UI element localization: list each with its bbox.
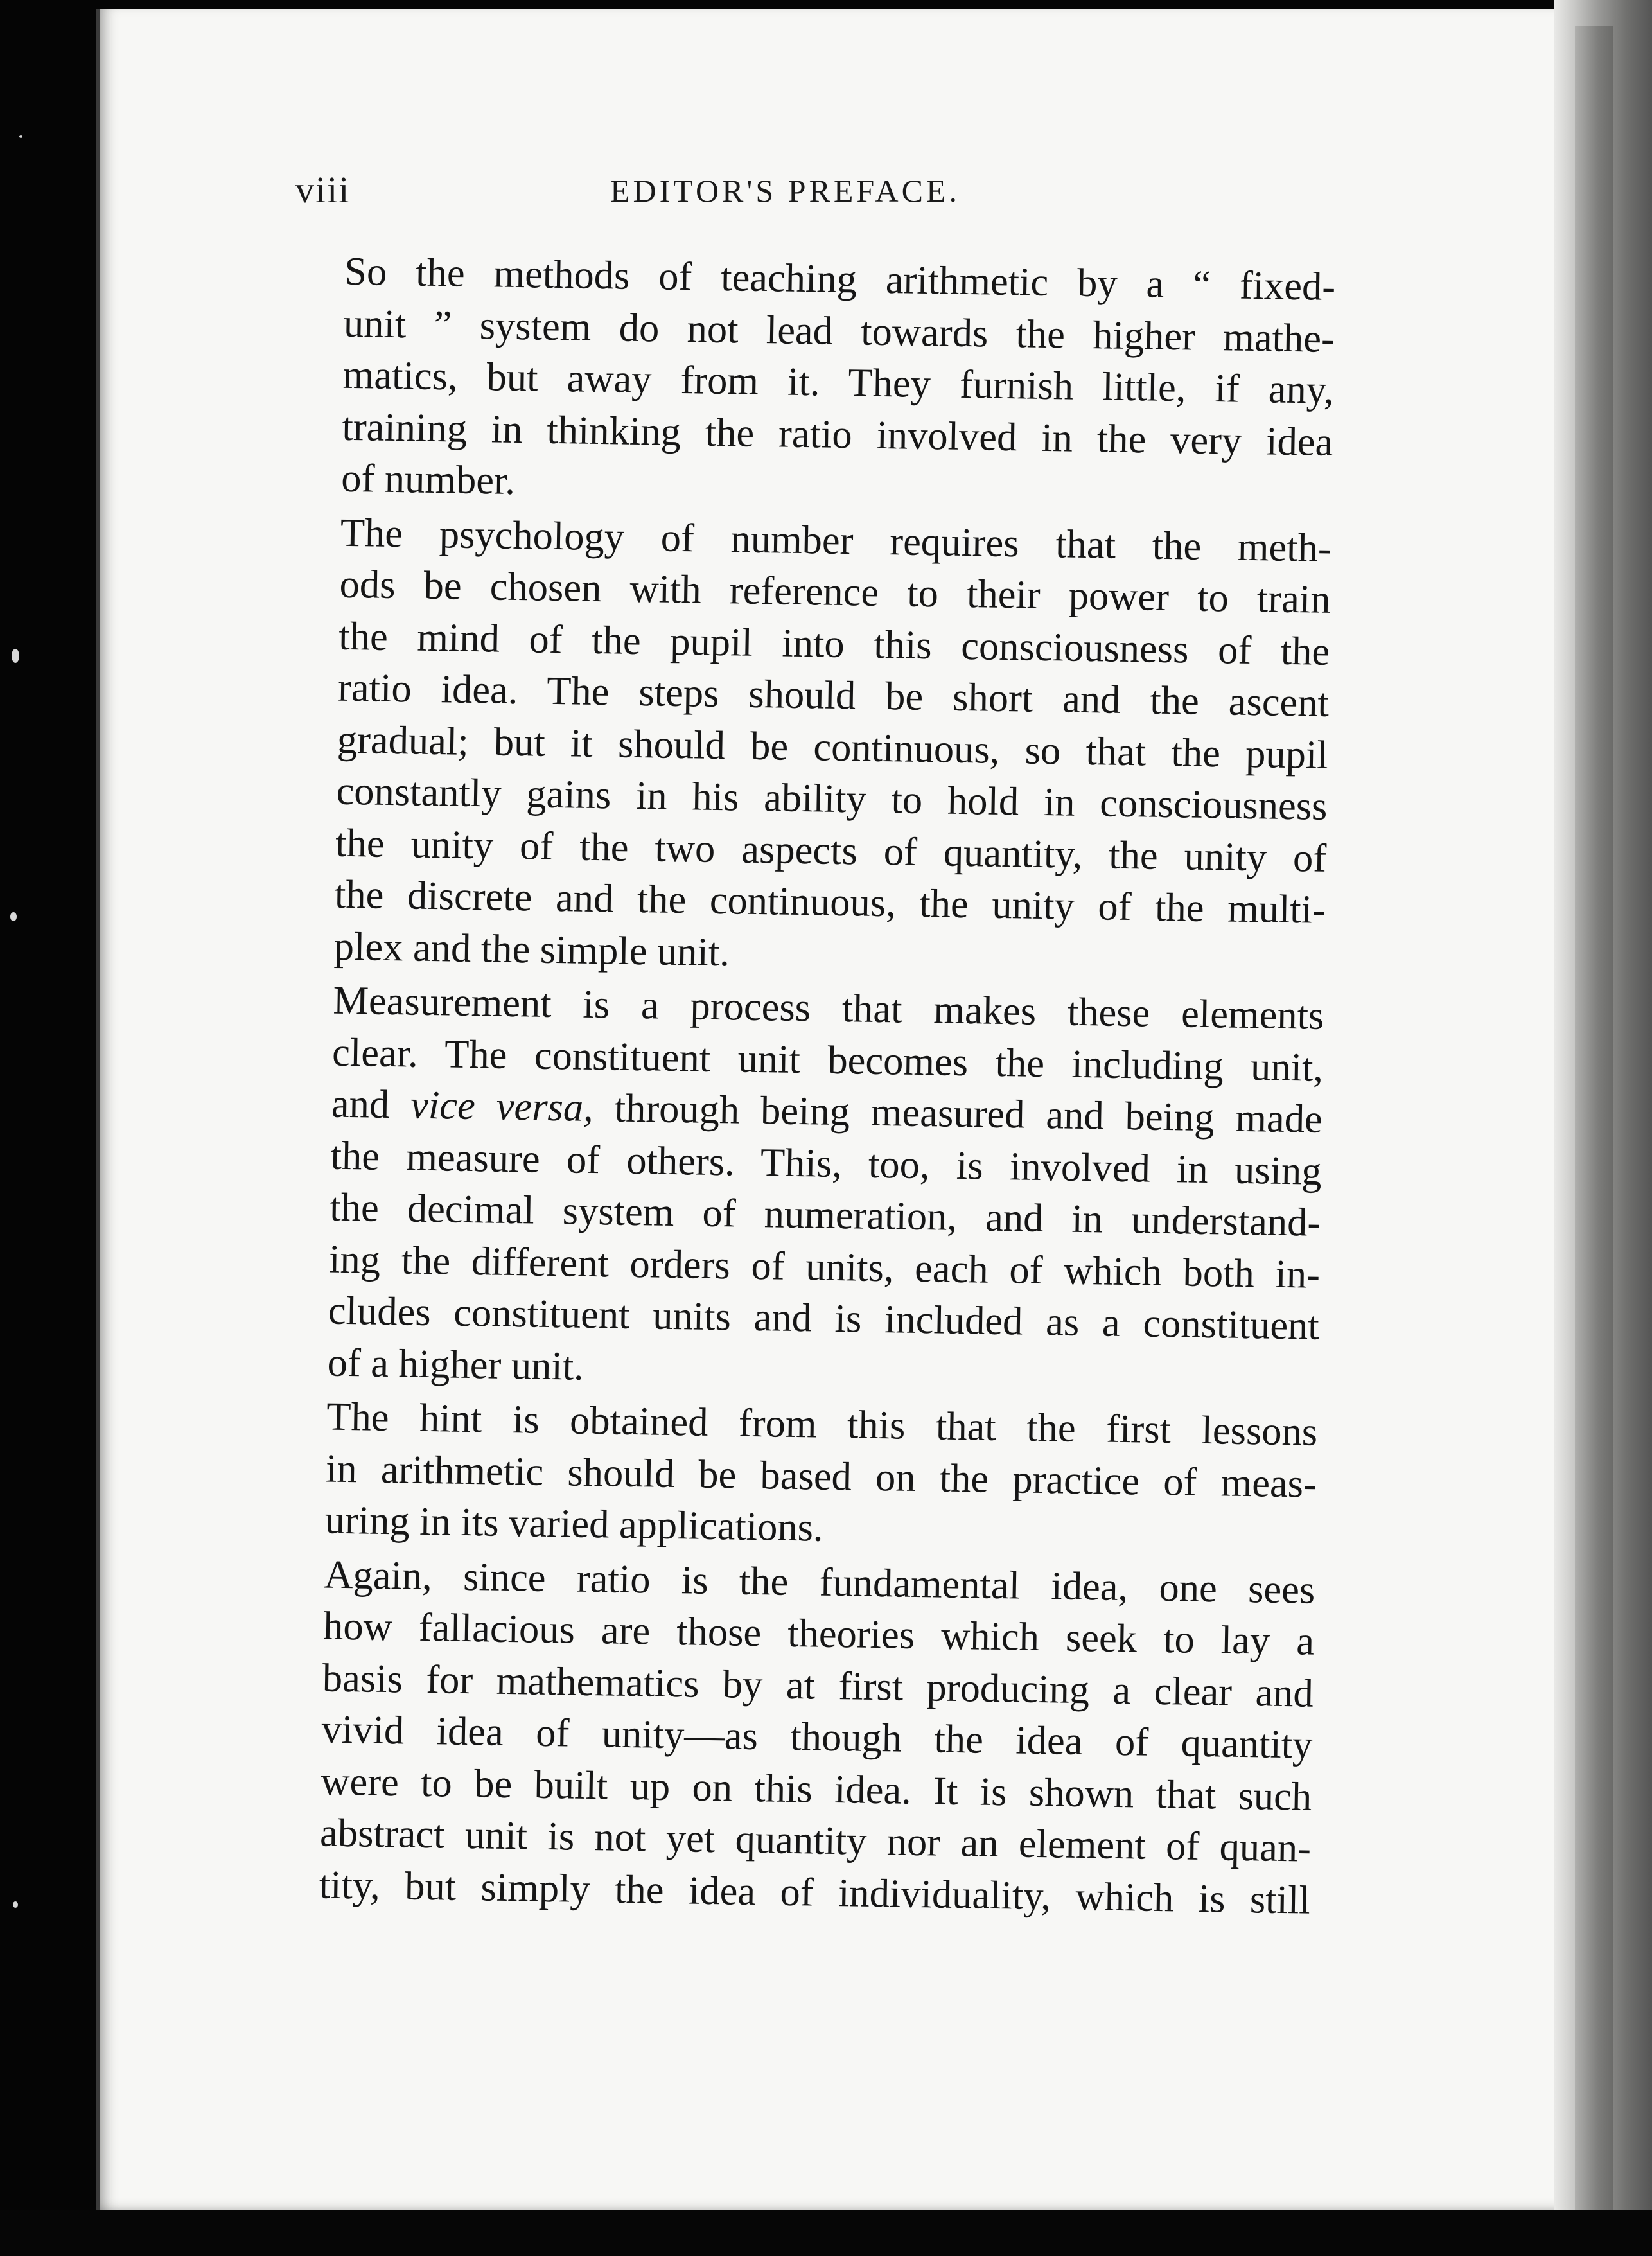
- text-line: ods be chosen with reference to their power to train: [339, 561, 1331, 622]
- text-line: The hint is obtained from this that the first lessons: [326, 1393, 1318, 1454]
- text-line: abstract unit is not yet quantity nor an element of quan-: [319, 1810, 1312, 1871]
- text-line: unit ” system do not lead towards the higher mathe-: [343, 300, 1335, 361]
- text-line: The psychology of number requires that the meth-: [340, 509, 1332, 570]
- text-line: basis for mathematics by at first producing a clear and: [322, 1654, 1314, 1716]
- text-line: tity, but simply the idea of individuality, which is still: [319, 1861, 1311, 1923]
- italic-phrase: vice versa,: [410, 1082, 594, 1130]
- text-line: the unity of the two aspects of quantity, the unity of: [335, 820, 1327, 881]
- text-line: the mind of the pupil into this consciousness of the: [338, 613, 1330, 674]
- paragraph-3: [255, 973, 1324, 1404]
- text-line: ratio idea. The steps should be short and the ascent: [337, 664, 1330, 725]
- text-line: how fallacious are those theories which seek to lay a: [322, 1603, 1315, 1664]
- paragraph-5: [247, 1547, 1315, 1925]
- text-line: plex and the simple unit.: [333, 923, 730, 974]
- paragraph-2: [261, 505, 1331, 987]
- running-title: EDITOR'S PREFACE.: [610, 173, 961, 209]
- text-line: the measure of others. This, too, is involved in using: [330, 1132, 1322, 1194]
- scan-speck: [19, 135, 22, 138]
- text-line: in arithmetic should be based on the practice of meas-: [325, 1445, 1317, 1506]
- text-line: Measurement is a process that makes these elements: [332, 977, 1324, 1038]
- text-line: of a higher unit.: [327, 1339, 584, 1389]
- text-line: matics, but away from it. They furnish little, if any,: [342, 351, 1335, 412]
- text-fragment: through being measured and being made: [593, 1085, 1323, 1141]
- text-line: gradual; but it should be continuous, so that the pupil: [337, 716, 1329, 777]
- body-text: [247, 244, 1336, 1928]
- scan-speck: [10, 912, 17, 921]
- text-line: cludes constituent units and is included as a constituent: [328, 1287, 1320, 1348]
- text-line: uring in its varied applications.: [324, 1497, 824, 1550]
- text-line: Again, since ratio is the fundamental idea, one sees: [323, 1551, 1315, 1612]
- text-line: constantly gains in his ability to hold in consciousness: [336, 768, 1328, 829]
- scan-speck: [13, 1901, 18, 1908]
- scan-speck: [12, 649, 19, 663]
- scan-border-bottom: [0, 2210, 1652, 2256]
- text-line: vivid idea of unity—as though the idea of quantity: [321, 1706, 1314, 1767]
- text-line: ing the different orders of units, each of which both in-: [328, 1236, 1321, 1297]
- text-line: the discrete and the continuous, the unity of the multi-: [334, 871, 1326, 932]
- text-fragment: and: [331, 1080, 411, 1127]
- paragraph-4: [252, 1389, 1318, 1561]
- text-line: So the methods of teaching arithmetic by a “ fixed-: [344, 248, 1336, 309]
- running-head: [295, 168, 1387, 220]
- page-gutter-shadow: [1575, 26, 1613, 2235]
- page-number: viii: [295, 169, 351, 211]
- text-line: clear. The constituent unit becomes the including unit,: [331, 1029, 1324, 1090]
- text-line: were to be built up on this idea. It is shown that such: [320, 1758, 1312, 1819]
- paragraph-1: [269, 244, 1336, 519]
- text-line: of number.: [340, 455, 516, 503]
- text-line: the decimal system of numeration, and in understand-: [329, 1184, 1321, 1245]
- text-line: training in thinking the ratio involved in the very idea: [342, 403, 1333, 464]
